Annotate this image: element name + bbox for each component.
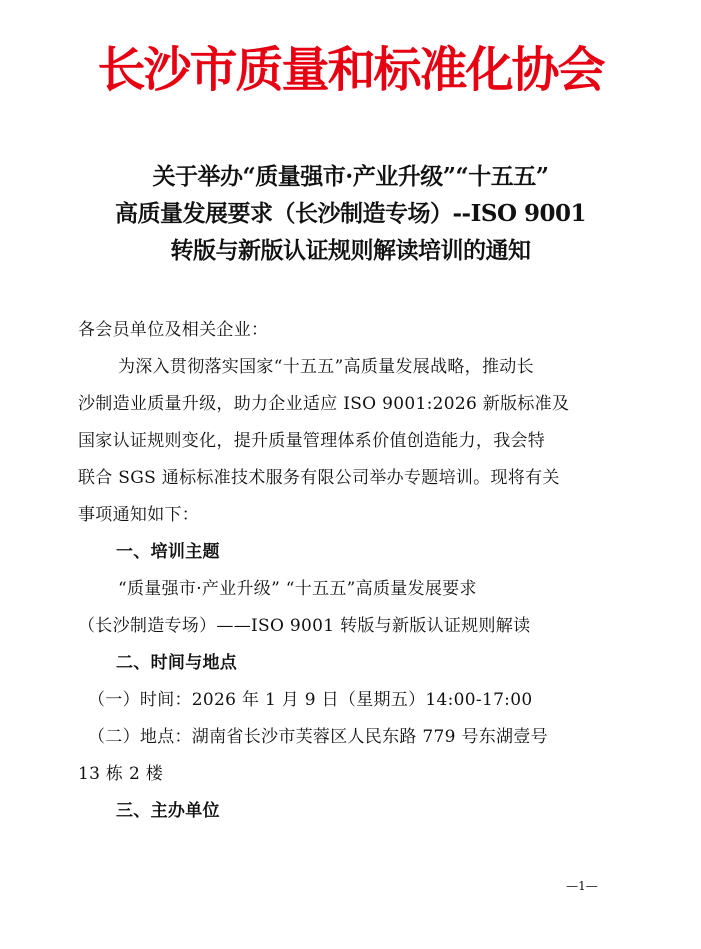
place-line-1: （二）地点：湖南省长沙市芙蓉区人民东路 779 号东湖壹号 [88,727,548,747]
place-line-2: 13 栋 2 楼 [78,764,164,784]
intro-line-3: 国家认证规则变化，提升质量管理体系价值创造能力，我会特 [78,431,546,451]
intro-line-4: 联合 SGS 通标标准技术服务有限公司举办专题培训。现将有关 [78,468,560,488]
document-body [78,312,628,830]
topic-line-2: （长沙制造专场）——ISO 9001 转版与新版认证规则解读 [78,616,531,636]
intro-line-2: 沙制造业质量升级，助力企业适应 ISO 9001:2026 新版标准及 [78,394,570,414]
title-line-2: 高质量发展要求（长沙制造专场）--ISO 9001 [114,200,587,227]
section-heading-organizer: 三、主办单位 [116,801,220,821]
topic-line-1: “质量强市·产业升级” “十五五”高质量发展要求 [118,579,477,599]
section-heading-time-place: 二、时间与地点 [116,653,238,673]
intro-line-1: 为深入贯彻落实国家“十五五”高质量发展战略，推动长 [118,357,534,377]
title-line-1: 关于举办“质量强市·产业升级”“十五五” [152,163,549,190]
section-heading-topic: 一、培训主题 [116,542,220,562]
title-line-3: 转版与新版认证规则解读培训的通知 [170,237,531,264]
intro-line-5: 事项通知如下： [78,505,200,525]
organization-header: 长沙市质量和标准化协会 [97,42,604,98]
time-line: （一）时间：2026 年 1 月 9 日（星期五）14:00-17:00 [88,690,533,710]
salutation: 各会员单位及相关企业： [78,320,269,340]
document-title [60,158,641,269]
page-number: —1— [566,879,598,893]
